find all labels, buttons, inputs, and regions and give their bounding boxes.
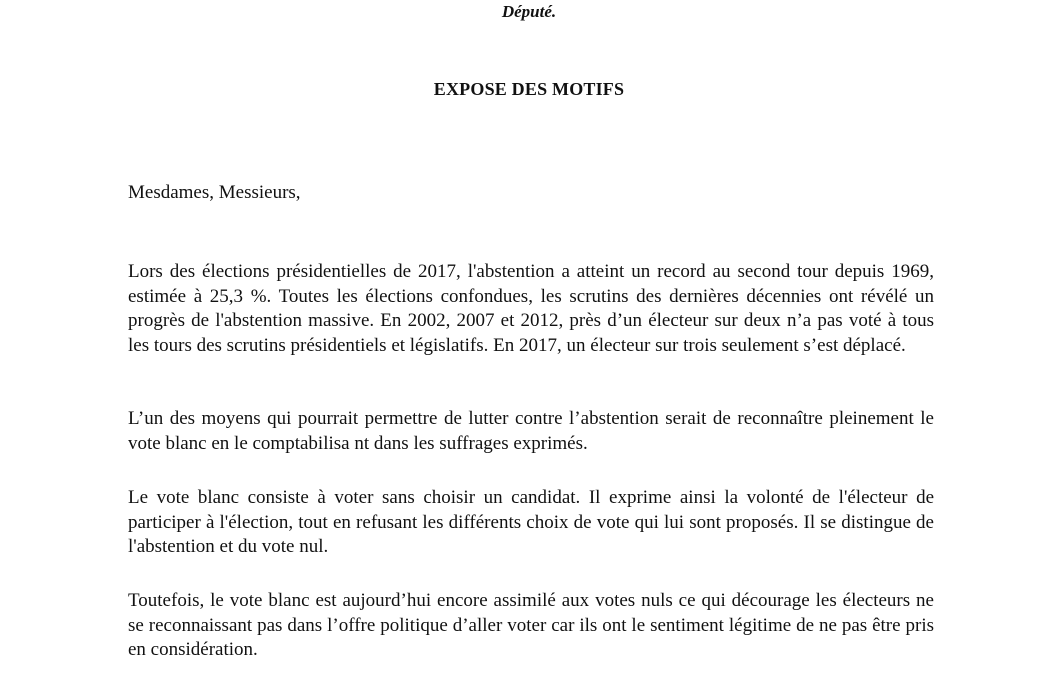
paragraph: Le vote blanc consiste à voter sans choisir un candidat. Il exprime ainsi la volonté de l'électeur de participer à l'élection, tout en refusant les différents choix de vote qui lui sont proposés. Il se distingue de l'abstention et du vote nul. — [128, 487, 934, 557]
author-line: Député. — [501, 2, 557, 21]
paragraph: Toutefois, le vote blanc est aujourd’hui encore assimilé aux votes nuls ce qui décourage les électeurs ne se reconnaissant pas dans l’offre politique d’aller voter car ils ont le sentiment légitime de ne pas être pris en considération. — [128, 590, 934, 660]
paragraph: L’un des moyens qui pourrait permettre de lutter contre l’abstention serait de reconnaître pleinement le vote blanc en le comptabilisa nt dans les suffrages exprimés. — [128, 408, 934, 454]
section-heading: EXPOSE DES MOTIFS — [433, 79, 625, 99]
paragraph: Lors des élections présidentielles de 2017, l'abstention a atteint un record au second tour depuis 1969, estimée à 25,3 %. Toutes les élections confondues, les scrutins des dernières décennies ont révélé un progrès de l'abstention massive. En 2002, 2007 et 2012, près d’un électeur sur deux n’a pas voté à tous les tours des scrutins présidentiels et législatifs. En 2017, un électeur sur trois seulement s’est déplacé. — [128, 261, 934, 356]
salutation: Mesdames, Messieurs, — [128, 182, 301, 203]
